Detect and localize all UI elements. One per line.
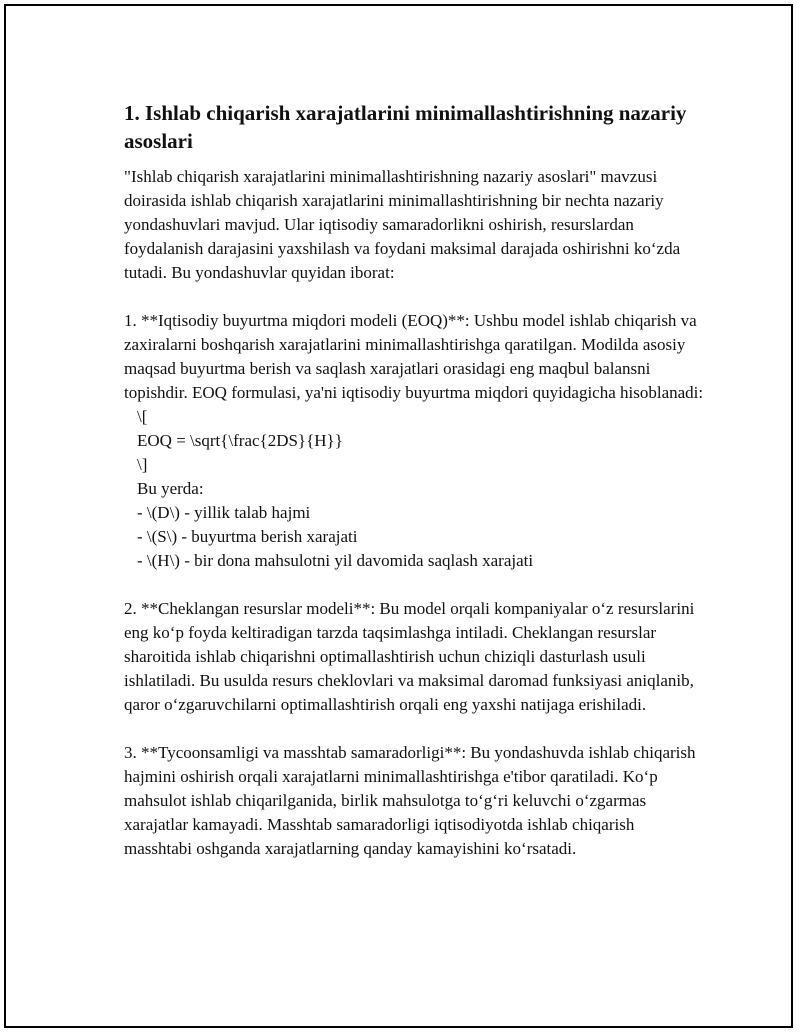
scale-efficiency-paragraph: 3. **Tycoonsamligi va masshtab samaradorligi**: Bu yondashuvda ishlab chiqarish hajmini oshirish orqali xarajatlarni minimallashtirishga e'tibor qaratiladi. Ko‘p mahsulot ishlab chiqarilganida, birlik mahsulotga to‘g‘ri keluvchi o‘zgarmas xarajatlar kamayadi. Masshtab samaradorligi iqtisodiyotda ishlab chiqarish masshtabi oshganda xarajatlarning qanday kamayishini ko‘rsatadi. — [124, 743, 696, 858]
paragraph-gap — [124, 285, 704, 309]
formula-expression: EOQ = \sqrt{\frac{2DS}{H}} — [137, 431, 343, 450]
intro-paragraph: "Ishlab chiqarish xarajatlarini minimallashtirishning nazariy asoslari" mavzusi doirasida ishlab chiqarish xarajatlarini minimallashtirishning bir nechta nazariy yondashuvlari mavjud. Ular iqtisodiy samaradorlikni oshirish, resurslardan foydalanish darajasini yaxshilash va foydani maksimal darajada oshirishni ko‘zda tutadi. Bu yondashuvlar quyidan iborat: — [124, 167, 681, 282]
formula-def-d: - \(D\) - yillik talab hajmi — [137, 503, 311, 522]
paragraph-gap — [124, 573, 704, 597]
section-title: 1. Ishlab chiqarish xarajatlarini minimallashtirishning nazariy asoslari — [124, 101, 687, 153]
formula-open: \[ — [137, 407, 148, 426]
paragraph-gap — [124, 717, 704, 741]
document-body — [124, 99, 704, 861]
eoq-paragraph: 1. **Iqtisodiy buyurtma miqdori modeli (EOQ)**: Ushbu model ishlab chiqarish va zaxiralarni boshqarish xarajatlarini minimallashtirishga qaratilgan. Modilda asosiy maqsad buyurtma berish va saqlash xarajatlari orasidagi eng maqbul balansni topishdir. EOQ formulasi, ya'ni iqtisodiy buyurtma miqdori quyidagicha hisoblanadi: — [124, 311, 704, 402]
formula-def-s: - \(S\) - buyurtma berish xarajati — [137, 527, 358, 546]
formula-def-h: - \(H\) - bir dona mahsulotni yil davomida saqlash xarajati — [137, 551, 534, 570]
formula-where-label: Bu yerda: — [137, 479, 204, 498]
limited-resources-paragraph: 2. **Cheklangan resurslar modeli**: Bu model orqali kompaniyalar o‘z resurslarini eng ko‘p foyda keltiradigan tarzda taqsimlashga intiladi. Cheklangan resurslar sharoitida ishlab chiqarishni optimallashtirish uchun chiziqli dasturlash usuli ishlatiladi. Bu usulda resurs cheklovlari va maksimal daromad funksiyasi aniqlanib, qaror o‘zgaruvchilarni optimallashtirish orqali eng yaxshi natijaga erishiladi. — [124, 599, 695, 714]
page-frame — [4, 4, 793, 1028]
formula-close: \] — [137, 455, 148, 474]
